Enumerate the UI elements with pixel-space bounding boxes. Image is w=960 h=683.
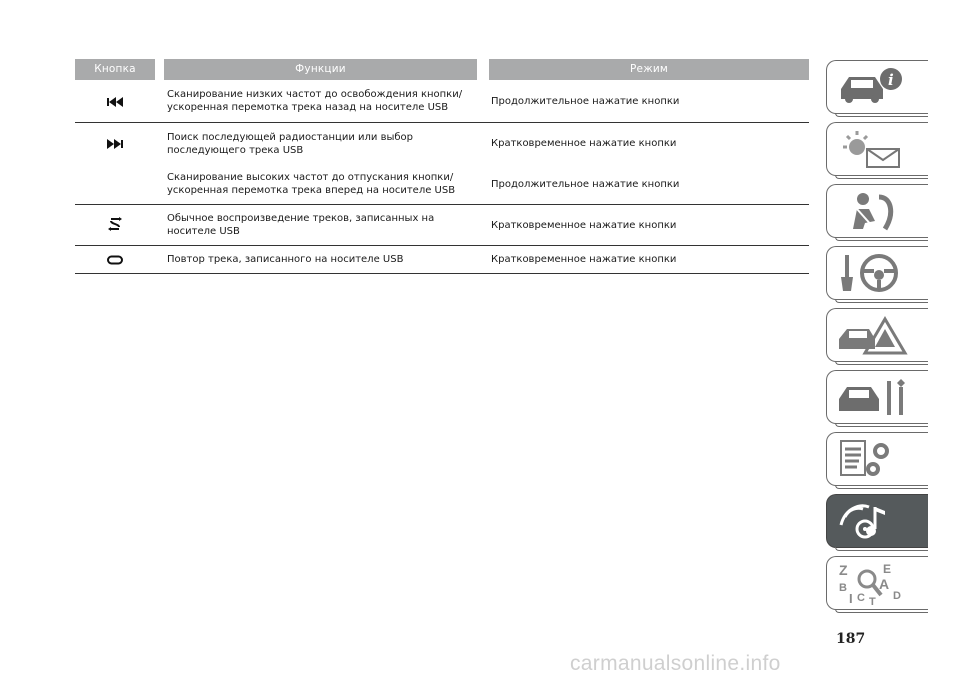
table-row — [75, 80, 809, 123]
tab-safety[interactable] — [826, 184, 928, 238]
mode-text: Продолжительное нажатие кнопки — [491, 178, 680, 190]
breakdown-warning-triangle-icon — [835, 313, 915, 357]
function-text: Обычное воспроизведение треков, записанных на носителе USB — [167, 213, 435, 237]
header-button: Кнопка — [75, 59, 155, 80]
mode-text: Кратковременное нажатие кнопки — [491, 254, 677, 265]
airbag-seatbelt-icon — [835, 189, 915, 233]
tab-starting-driving[interactable] — [826, 246, 928, 300]
svg-text:Z: Z — [839, 562, 848, 578]
warning-lights-message-icon — [835, 127, 915, 171]
tab-multimedia[interactable] — [826, 494, 928, 548]
svg-text:A: A — [879, 576, 890, 592]
table-row — [75, 246, 809, 274]
next-track-icon — [107, 134, 123, 153]
key-steering-wheel-icon — [835, 251, 915, 295]
table-header — [75, 59, 809, 80]
alphabetical-index-icon — [835, 561, 915, 605]
svg-text:D: D — [893, 590, 901, 602]
tab-index[interactable] — [826, 556, 928, 610]
tab-maintenance[interactable] — [826, 370, 928, 424]
tab-warning-lights[interactable] — [826, 122, 928, 176]
header-function: Функции — [164, 59, 477, 80]
car-maintenance-tools-icon — [835, 375, 915, 419]
table-row — [75, 205, 809, 246]
page-number: 187 — [836, 631, 866, 647]
mode-text: Кратковременное нажатие кнопки — [491, 138, 677, 149]
table-row — [75, 123, 809, 205]
tab-car-info[interactable] — [826, 60, 928, 114]
tab-emergency[interactable] — [826, 308, 928, 362]
technical-data-gears-icon — [835, 437, 915, 481]
svg-text:T: T — [869, 596, 876, 605]
function-text: Поиск последующей радиостанции или выбор последующего трека USB — [167, 131, 414, 156]
function-text: Сканирование низких частот до освобождения кнопки/ускоренная перемотка трека назад на носителе USB — [167, 89, 463, 113]
svg-text:E: E — [883, 562, 892, 576]
repeat-icon — [107, 250, 123, 269]
controls-table — [75, 59, 809, 274]
mode-text: Кратковременное нажатие кнопки — [491, 219, 677, 231]
car-info-icon — [835, 65, 915, 109]
multimedia-music-icon — [835, 499, 915, 543]
svg-text:C: C — [857, 592, 865, 604]
svg-text:i: i — [888, 71, 894, 89]
mode-text: Продолжительное нажатие кнопки — [491, 95, 680, 107]
svg-text:B: B — [839, 582, 847, 594]
header-mode: Режим — [489, 59, 809, 80]
function-text: Повтор трека, записанного на носителе USB — [167, 254, 404, 265]
function-text: Сканирование высоких частот до отпускания кнопки/ ускоренная перемотка трека вперед на носителе USB — [167, 172, 456, 196]
tab-technical-data[interactable] — [826, 432, 928, 486]
shuffle-icon — [108, 216, 122, 235]
watermark: carmanualsonline.info — [570, 652, 781, 675]
svg-text:I: I — [849, 591, 853, 605]
previous-track-icon — [107, 92, 123, 111]
